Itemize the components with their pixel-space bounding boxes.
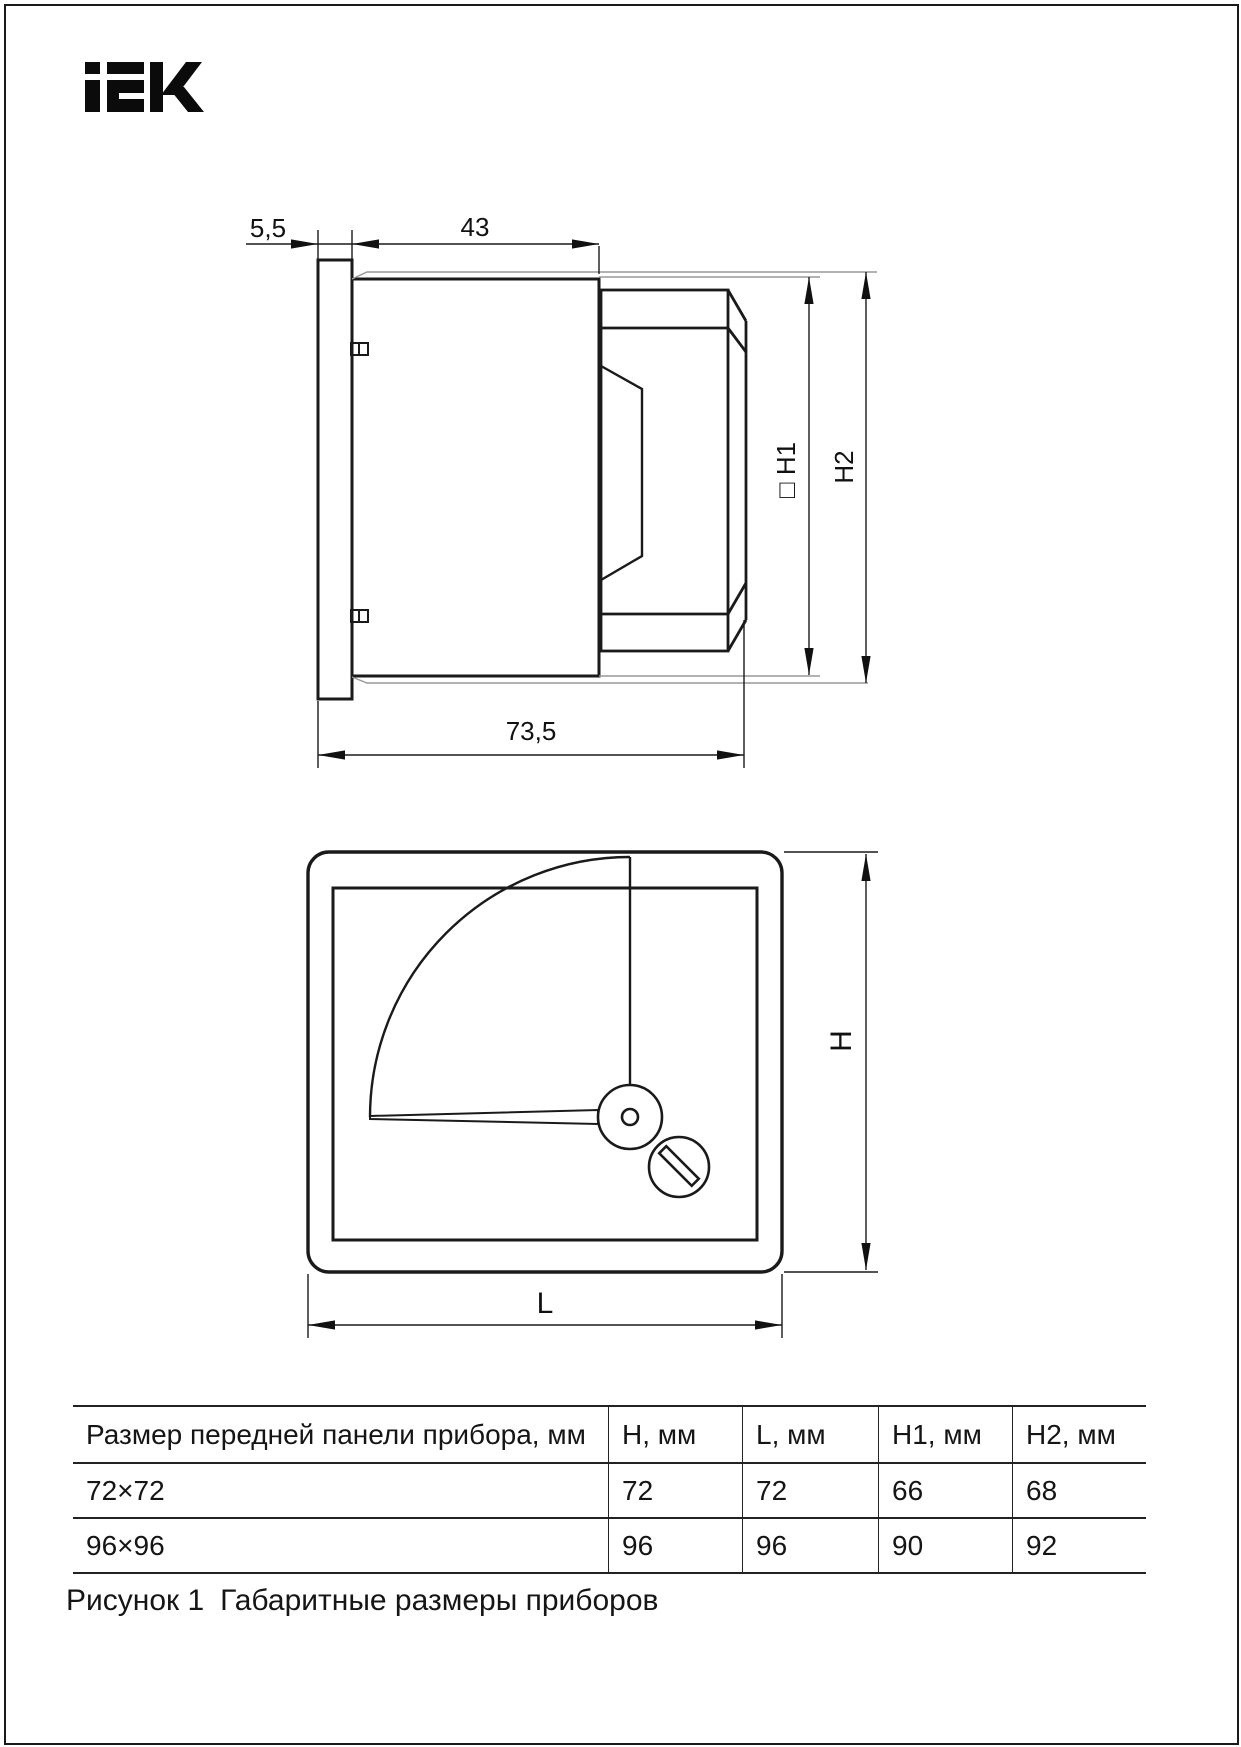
side-view-drawing: [246, 212, 877, 768]
logo-i-stem: [85, 80, 100, 112]
front-height-dimension: [784, 852, 878, 1272]
cell-h2: 68: [1012, 1464, 1146, 1517]
dim-label-h2: H2: [829, 450, 859, 484]
figure-caption-title: Габаритные размеры приборов: [220, 1584, 659, 1617]
side-front-bezel: [601, 290, 746, 651]
cell-l: 72: [742, 1464, 878, 1517]
front-view-drawing: [308, 852, 878, 1338]
dim-label-h1: □ H1: [771, 441, 801, 499]
cell-h1: 66: [878, 1464, 1012, 1517]
logo-e-body: [107, 80, 144, 112]
dim-label-43: 43: [460, 212, 490, 242]
front-panel-outline: [308, 852, 782, 1272]
dim-label-l: L: [536, 1287, 554, 1320]
cell-l: 96: [742, 1519, 878, 1572]
pointer-needle: [370, 1110, 598, 1124]
side-mounting-flange: [318, 260, 352, 699]
needle-hub: [598, 1085, 662, 1149]
dim-label-h: H: [825, 1030, 858, 1052]
cell-panel-size: 96×96: [86, 1529, 165, 1561]
dial-scale-sector: [370, 857, 630, 1117]
column-header-h1: H1, мм: [878, 1407, 1012, 1462]
cell-h: 96: [608, 1519, 742, 1572]
cell-h2: 92: [1012, 1519, 1146, 1572]
dim-label-5-5: 5,5: [249, 213, 287, 243]
side-fixing-clips: [351, 343, 368, 622]
cell-panel-size: 72×72: [86, 1474, 165, 1506]
figure-caption: [66, 1584, 658, 1618]
iek-logo: [85, 62, 204, 112]
column-header-h2: H2, мм: [1012, 1407, 1146, 1462]
table-row: [73, 1462, 1146, 1517]
logo-i-dot: [85, 62, 100, 74]
zero-adjust-screw: [649, 1137, 709, 1197]
column-header-h: H, мм: [608, 1407, 742, 1462]
dimensions-table: [73, 1405, 1146, 1574]
figure-caption-label: Рисунок 1: [66, 1584, 205, 1617]
logo-k-lower-arm: [168, 87, 204, 112]
side-depth-dimensions: [246, 230, 599, 274]
table-header-row: [73, 1407, 1146, 1462]
column-header-l: L, мм: [742, 1407, 878, 1462]
table-row: [73, 1517, 1146, 1572]
column-header-panel-size: Размер передней панели прибора, мм: [86, 1418, 586, 1450]
logo-k-stem: [150, 62, 163, 112]
dim-label-73-5: 73,5: [505, 716, 557, 746]
cell-h1: 90: [878, 1519, 1012, 1572]
side-rear-body: [352, 279, 599, 676]
cell-h: 72: [608, 1464, 742, 1517]
logo-e-top-bar: [107, 62, 144, 74]
